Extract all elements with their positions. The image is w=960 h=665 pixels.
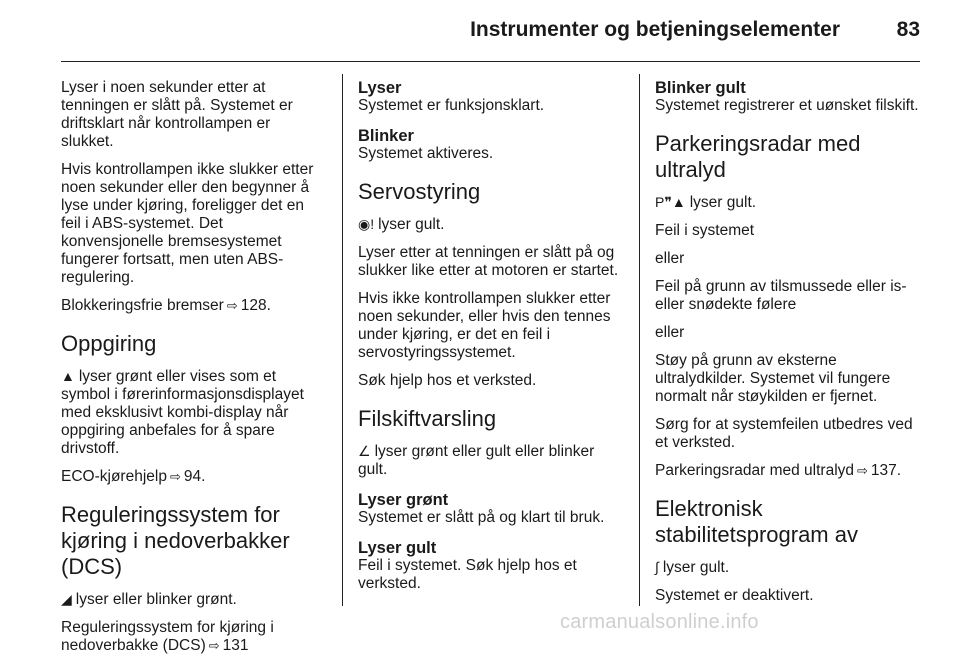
lane-departure-icon: ∠ bbox=[358, 443, 371, 459]
reference-page: 94. bbox=[183, 468, 206, 485]
heading-parkeringsradar: Parkeringsradar med ultralyd bbox=[655, 131, 861, 182]
reference-text: Parkeringsradar med ultralyd bbox=[655, 462, 855, 479]
page-header bbox=[0, 0, 960, 62]
heading-lyser: Lyser bbox=[358, 79, 402, 97]
reference-arrow-icon: ⇨ bbox=[169, 469, 181, 484]
dcs-paragraph: ◢ lyser eller blinker grønt. bbox=[61, 591, 237, 608]
servo-paragraph-1: ◉! lyser gult. bbox=[358, 216, 445, 233]
reference-arrow-icon: ⇨ bbox=[208, 638, 220, 653]
header-title: Instrumenter og betjeningselementer bbox=[470, 18, 840, 41]
power-steering-warning-icon: ◉! bbox=[358, 216, 375, 232]
page-number: 83 bbox=[896, 18, 920, 41]
column-divider-2 bbox=[639, 74, 640, 606]
watermark: carmanualsonline.info bbox=[560, 611, 759, 633]
park-reference[interactable] bbox=[655, 462, 921, 480]
column-2 bbox=[358, 79, 624, 603]
blinker-gult-paragraph: Systemet registrerer et uønsket filskift. bbox=[655, 97, 919, 114]
header-divider bbox=[61, 61, 920, 62]
park-paragraph-4: Feil på grunn av tilsmussede eller is- eller snødekte følere bbox=[655, 278, 907, 313]
heading-lyser-gult: Lyser gult bbox=[358, 539, 437, 557]
heading-oppgiring: Oppgiring bbox=[61, 331, 157, 356]
hill-descent-icon: ◢ bbox=[61, 591, 72, 607]
park-paragraph-3: eller bbox=[655, 250, 685, 267]
reference-arrow-icon: ⇨ bbox=[226, 298, 238, 313]
reference-text: Reguleringssystem for kjøring i nedoverbakke (DCS) bbox=[61, 619, 274, 654]
filskift-paragraph: ∠ lyser grønt eller gult eller blinker gult. bbox=[358, 443, 595, 478]
servo-paragraph-3: Hvis ikke kontrollampen slukker etter noen sekunder, eller hvis den tennes under kjøring, er det en feil i servostyringssystemet. bbox=[358, 290, 611, 361]
park-paragraph-1: P❞▲ lyser gult. bbox=[655, 194, 757, 211]
park-paragraph-2: Feil i systemet bbox=[655, 222, 755, 239]
lyser-paragraph: Systemet er funksjonsklart. bbox=[358, 97, 545, 114]
reference-page: 131 bbox=[222, 637, 249, 654]
esp-paragraph-1: ∫ lyser gult. bbox=[655, 559, 730, 576]
gult-paragraph: Feil i systemet. Søk hjelp hos et verksted. bbox=[358, 557, 577, 592]
servo-paragraph-2: Lyser etter at tenningen er slått på og slukker like etter at motoren er startet. bbox=[358, 244, 619, 279]
column-divider-1 bbox=[342, 74, 343, 606]
park-paragraph-6: Støy på grunn av eksterne ultralydkilder. Systemet vil fungere normalt når støykilden er fjernet. bbox=[655, 352, 891, 405]
park-paragraph-5: eller bbox=[655, 324, 685, 341]
heading-dcs: Reguleringssystem for kjøring i nedoverbakker (DCS) bbox=[61, 502, 290, 579]
servo-paragraph-4: Søk hjelp hos et verksted. bbox=[358, 372, 537, 389]
esp-paragraph-2: Systemet er deaktivert. bbox=[655, 587, 814, 604]
park-paragraph-7: Sørg for at systemfeilen utbedres ved et verksted. bbox=[655, 416, 913, 451]
reference-text: ECO-kjørehjelp bbox=[61, 468, 167, 485]
reference-page: 137. bbox=[870, 462, 902, 479]
upshift-indicator-icon: ▲ bbox=[61, 368, 75, 384]
gronn-paragraph: Systemet er slått på og klart til bruk. bbox=[358, 509, 605, 526]
abs-paragraph-2: Hvis kontrollampen ikke slukker etter noen sekunder eller den begynner å lyse under kjøring, foreligger det en feil i ABS-systemet. Det konvensjonelle bremsesystemet fungerer fortsatt, men uten ABS-regulering. bbox=[61, 161, 314, 286]
dcs-reference[interactable] bbox=[61, 619, 327, 655]
abs-paragraph-1: Lyser i noen sekunder etter at tenningen er slått på. Systemet er driftsklart når kontrollampen er slukket. bbox=[61, 79, 293, 150]
column-1 bbox=[61, 79, 327, 665]
reference-page: 128. bbox=[240, 297, 271, 314]
heading-blinker-gult: Blinker gult bbox=[655, 79, 746, 97]
blinker-paragraph: Systemet aktiveres. bbox=[358, 145, 494, 162]
heading-lyser-gronn: Lyser grønt bbox=[358, 491, 449, 509]
esp-off-icon: ∫ bbox=[655, 559, 659, 575]
heading-filskiftvarsling: Filskiftvarsling bbox=[358, 406, 497, 431]
eco-reference[interactable] bbox=[61, 468, 327, 486]
reference-arrow-icon: ⇨ bbox=[857, 463, 868, 478]
heading-esp: Elektronisk stabilitetsprogram av bbox=[655, 496, 858, 547]
abs-reference[interactable] bbox=[61, 297, 327, 315]
heading-blinker: Blinker bbox=[358, 127, 414, 145]
oppgiring-paragraph: ▲ lyser grønt eller vises som et symbol i førerinformasjonsdisplayet med eksklusivt kombi-display når oppgiring anbefales for å spare drivstoff. bbox=[61, 368, 304, 457]
parking-sensor-icon: P❞▲ bbox=[655, 194, 686, 210]
reference-text: Blokkeringsfrie bremser bbox=[61, 297, 224, 314]
column-3 bbox=[655, 79, 921, 615]
heading-servostyring: Servostyring bbox=[358, 179, 481, 204]
